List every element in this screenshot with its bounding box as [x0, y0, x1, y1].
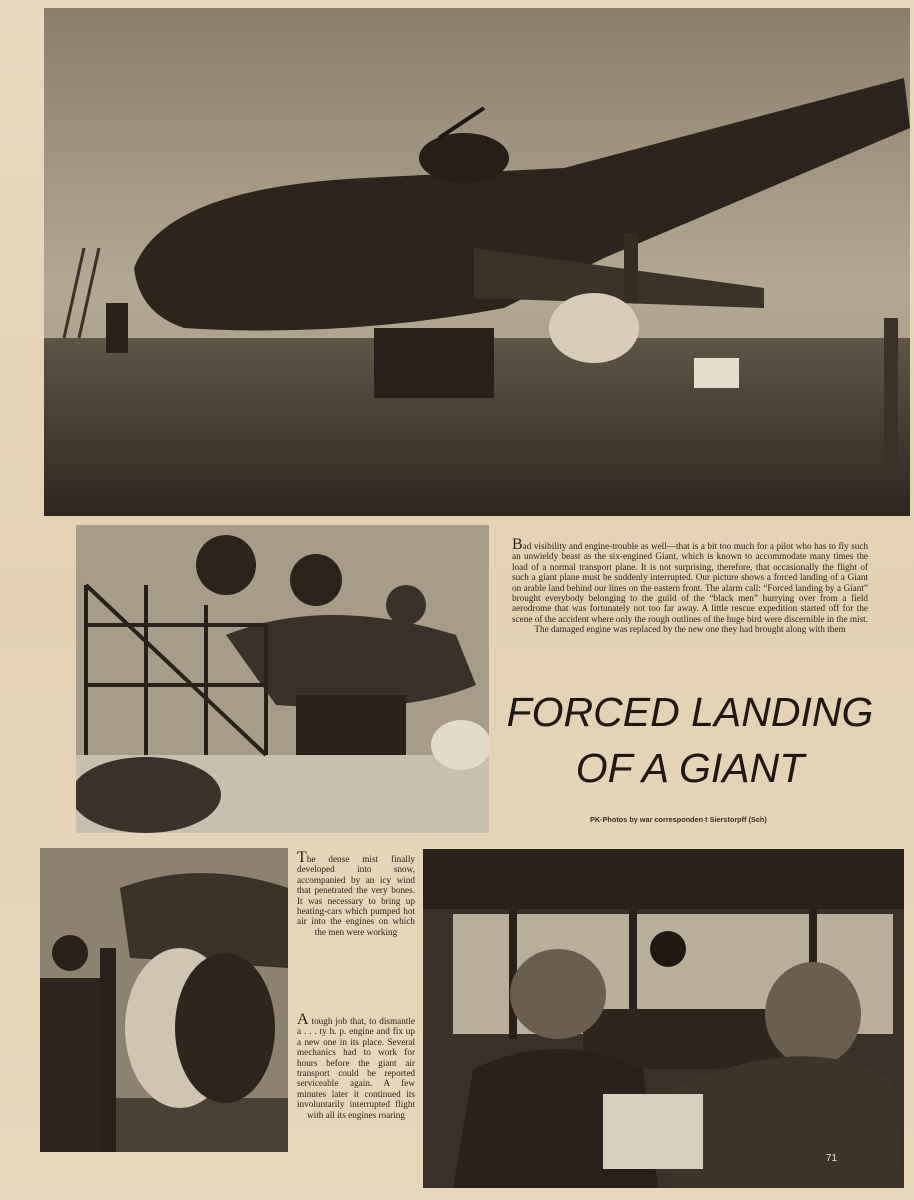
intro-paragraph: [512, 536, 868, 665]
article-headline: [490, 684, 890, 796]
intro-dropcap: B: [512, 536, 523, 553]
page-number: 71: [826, 1153, 838, 1164]
tough-dropcap: A: [297, 1011, 309, 1028]
snow-paragraph: [297, 849, 415, 937]
tough-text: tough job that, to dismantle a . . . ty h. p. engine and fix up a new one in its place. Several mechanics had to work for hours before the giant air transport could be reported serviceable again. A few minutes later it continued its involuntarily interrupted flight with all its engines roaring: [297, 1016, 415, 1120]
intro-text: ad visibility and engine-trouble as well—that is a bit too much for a pilot who has to fly such an unwieldy beast as the six-engined Giant, which is known to accommodate many times the load of a normal transport plane. It is not surprising, therefore, that occasionally the flight of such a giant plane must be suddenly interrupted. Our picture shows a forced landing of a Giant on arable land behind our lines on the eastern front. The alarm call: “Forced landing by a Giant” brought everybody belonging to the guild of the “black men” hurrying over from a field aerodrome that was fortunately not too far away. A little rescue expedition started off for the scene of the accident where only the rough outlines of the huge bird were discernible in the mist. The damaged engine was replaced by the new one they had brought along with them: [512, 541, 868, 635]
engine-photo-image: [40, 848, 288, 1152]
headline-line-1: FORCED LANDING: [506, 689, 874, 735]
aircraft-photo-image: [44, 8, 910, 516]
snow-dropcap: T: [297, 849, 307, 866]
cockpit-photo-image: [423, 849, 904, 1188]
scaffold-photo-image: [76, 525, 489, 833]
tough-job-paragraph: [297, 1011, 415, 1120]
photo-giant-aircraft: [44, 8, 910, 516]
photo-credit: PK-Photos by war corresponden t Sierstorpff (Sch): [590, 815, 767, 824]
headline-line-2: OF A GIANT: [575, 745, 805, 791]
photo-scaffold-engines: [76, 525, 489, 833]
photo-engine-cowling: [40, 848, 288, 1152]
photo-cockpit-pilots: [423, 849, 904, 1188]
snow-text: he dense mist finally developed into snow, accompanied by an icy wind that penetrated the very bones. It was necessary to bring up heating-cars which pumped hot air into the engines on which the men were working: [297, 854, 415, 937]
